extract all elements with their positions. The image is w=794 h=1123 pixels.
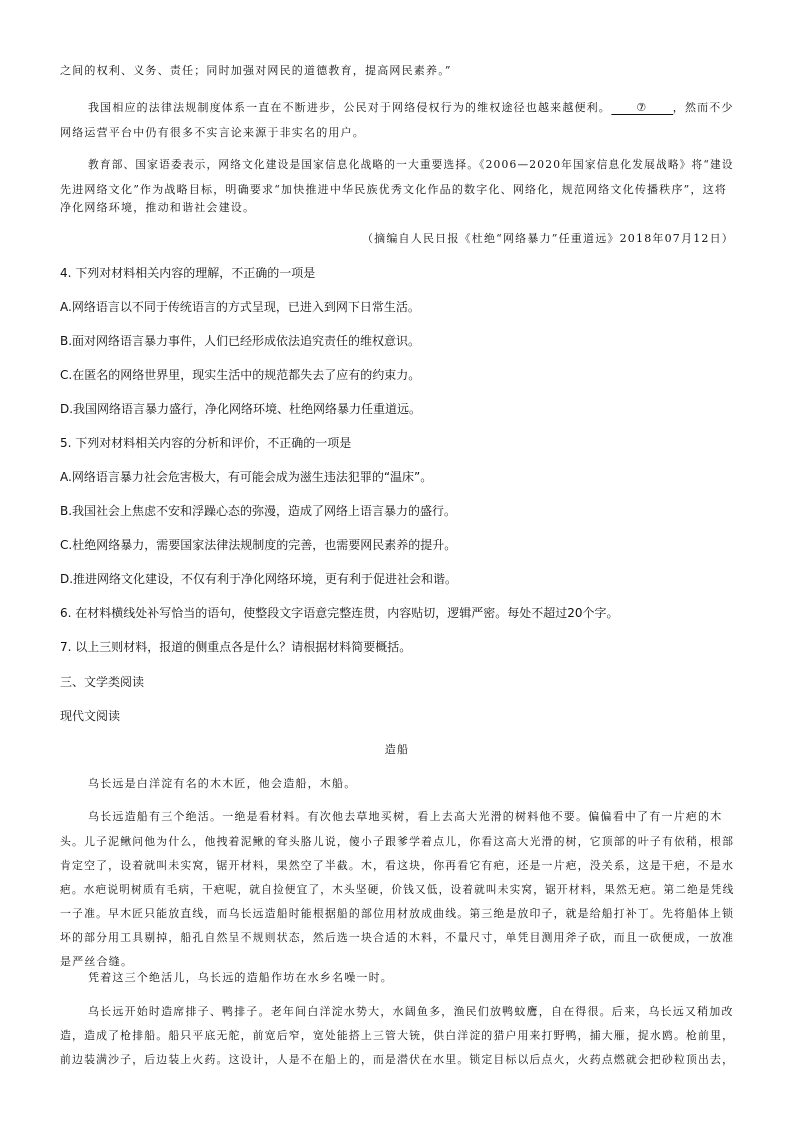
question-5-option-d: D.推进网络文化建设，不仅有利于净化网络环境，更有利于促进社会和谐。 — [60, 572, 458, 586]
fill-blank-7[interactable]: ⑦ — [611, 102, 673, 115]
p2-text-a: 我国相应的法律法规制度体系一直在不断进步，公民对于网络侵权行为的维权途径也越来越便利。 — [88, 101, 611, 114]
material-paragraph-3-line-1: 教育部、国家语委表示，网络文化建设是国家信息化战略的一大重要选择。《2006—2020年国家信息化发展战略》将“建设 — [88, 158, 734, 171]
story-paragraph-2-line-5: 一子准。早木匠只能放直线，而乌长远造船时能根据船的部位用材放成曲线。第三绝是放印子，就是给船打补丁。先将船体上锁 — [60, 907, 735, 920]
story-paragraph-1: 乌长远是白洋淀有名的木木匠，他会造船，木船。 — [88, 777, 357, 790]
question-4-option-a: A.网络语言以不同于传统语言的方式呈现，已进入到网下日常生活。 — [60, 300, 420, 314]
question-5-option-b: B.我国社会上焦虑不安和浮躁心态的弥漫，造成了网络上语言暴力的盛行。 — [60, 504, 457, 518]
story-paragraph-3: 凭着这三个绝活儿，乌长远的造船作坊在水乡名噪一时。 — [88, 971, 393, 984]
section-heading: 三、文学类阅读 — [60, 675, 145, 689]
question-4-option-d: D.我国网络语言暴力盛行，净化网络环境、杜绝网络暴力任重道远。 — [60, 402, 422, 416]
section-subheading: 现代文阅读 — [60, 709, 121, 723]
material-paragraph-3-line-2: 先进网络文化”作为战略目标，明确要求“加快推进中华民族优秀文化作品的数字化、网络化，规范网络文化传播秩序”，这将 — [60, 183, 728, 196]
story-paragraph-4-line-2: 造，造成了枪排船。船只平底无舵，前宽后窄，宽处能搭上三管大铳，供白洋淀的猎户用来打野鸭，捕大雁，捉水鸥。枪前里， — [60, 1029, 735, 1042]
question-4-option-c: C.在匿名的网络世界里，现实生活中的规范都失去了应有的约束力。 — [60, 368, 421, 382]
story-paragraph-2-line-1: 乌长远造船有三个绝活。一绝是看材料。有次他去草地买树，看上去高大光滑的树料他不要。偏偏看中了有一片疤的木 — [88, 810, 723, 823]
question-5-stem: 5. 下列对材料相关内容的分析和评价，不正确的一项是 — [60, 436, 352, 450]
p2-text-b: ，然而不少 — [672, 101, 734, 114]
question-5-option-a: A.网络语言暴力社会危害极大，有可能会成为滋生违法犯罪的“温床”。 — [60, 470, 433, 484]
material-paragraph-2-line-1 — [88, 99, 734, 115]
story-paragraph-2-line-7: 是严丝合缝。 — [60, 955, 134, 968]
material-paragraph-tail: 之间的权利、义务、责任；同时加强对网民的道德教育，提高网民素养。” — [60, 64, 452, 77]
story-paragraph-2-line-4: 疤。水疤说明树质有毛病，干疤呢，就自捡便宜了，木头坚硬，价钱又低，设着就叫未实窝，锯开材料，果然无疤。第二绝是凭线 — [60, 883, 735, 896]
question-4-stem: 4. 下列对材料相关内容的理解，不正确的一项是 — [60, 266, 316, 280]
story-paragraph-4-line-1: 乌长远开始时造席排子、鸭排子。老年间白洋淀水势大，水阔鱼多，渔民们放鸭蚊鹰，自在得很。后来，乌长远又稍加改 — [88, 1005, 734, 1018]
story-paragraph-2-line-3: 肯定空了，设着就叫未实窝，锯开材料，果然空了半截。木，看这块，你再看它有疤，还是一片疤，没关系，这是干疤，不是水 — [60, 859, 735, 872]
story-title: 造船 — [384, 743, 410, 756]
story-paragraph-2-line-6: 坏的部分用工具剔掉，船孔自然呈不规则状态，然后选一块合适的木料，不量尺寸，单凭目测用斧子砍，而且一砍便成，一放准 — [60, 931, 735, 944]
question-4-option-b: B.面对网络语言暴力事件，人们已经形成依法追究责任的维权意识。 — [60, 334, 421, 348]
question-6-stem: 6. 在材料横线处补写恰当的语句，使整段文字语意完整连贯，内容贴切，逻辑严密。每处不超过20个字。 — [60, 606, 619, 620]
question-7-stem: 7. 以上三则材料，报道的侧重点各是什么？请根据材料简要概括。 — [60, 640, 412, 654]
material-paragraph-3-line-3: 净化网络环境，推动和谐社会建设。 — [60, 201, 256, 214]
story-paragraph-4-line-3: 前边装满沙子，后边装上火药。这设计，人是不在船上的，而是潜伏在水里。锁定目标以后点火，火药点燃就会把砂粒顶出去， — [60, 1053, 735, 1066]
material-source-citation: （摘编自人民日报《杜绝“网络暴力”任重道远》2018年07月12日） — [361, 232, 734, 245]
material-paragraph-2-line-2: 网络运营平台中仍有很多不实言论来源于非实名的用户。 — [60, 126, 365, 139]
story-paragraph-2-line-2: 头。儿子泥鳅问他为什么，他拽着泥鳅的耷头胳儿说，傻小子跟爹学着点儿，你看这高大光滑的树，它顶部的叶子有依稍，根部 — [60, 835, 735, 848]
question-5-option-c: C.杜绝网络暴力，需要国家法律法规制度的完善，也需要网民素养的提升。 — [60, 538, 457, 552]
